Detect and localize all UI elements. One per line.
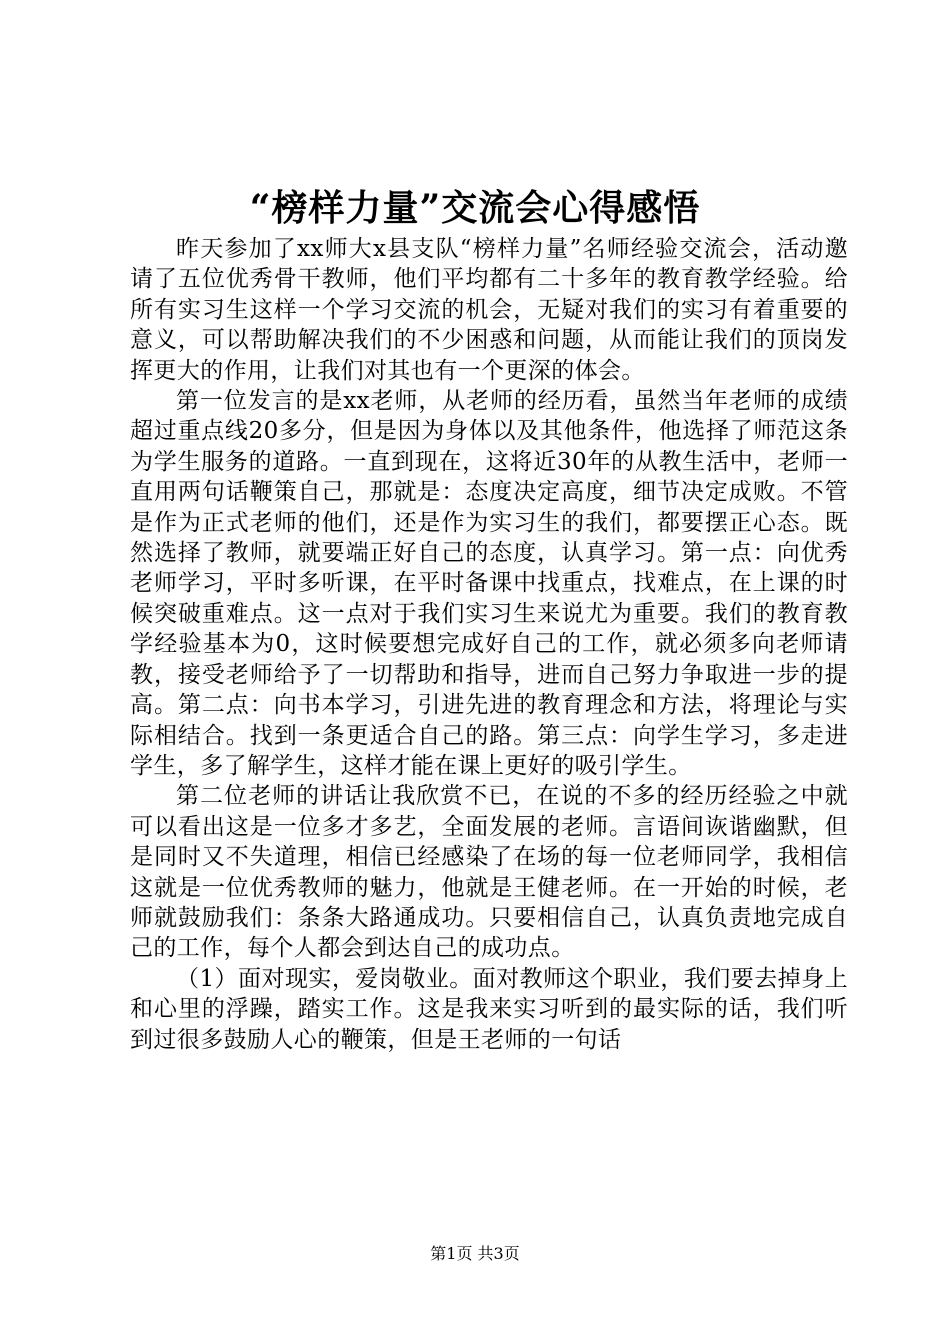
document-title: “榜样力量”交流会心得感悟 — [249, 187, 701, 229]
document-body — [130, 234, 848, 1055]
paragraph-4: （1）面对现实，爱岗敬业。面对教师这个职业，我们要去掉身上和心里的浮躁，踏实工作。这是我来实习听到的最实际的话，我们听到过很多鼓励人心的鞭策，但是王老师的一句话 — [130, 965, 848, 1053]
page-footer: 第1页 共3页 — [430, 1244, 520, 1263]
paragraph-3: 第二位老师的讲话让我欣赏不已，在说的不多的经历经验之中就可以看出这是一位多才多艺，全面发展的老师。言语间诙谐幽默，但是同时又不失道理，相信已经感染了在场的每一位老师同学，我相信这就是一位优秀教师的魅力，他就是王健老师。在一开始的时候，老师就鼓励我们：条条大路通成功。只要相信自己，认真负责地完成自己的工作，每个人都会到达自己的成功点。 — [130, 783, 848, 962]
paragraph-2: 第一位发言的是xx老师，从老师的经历看，虽然当年老师的成绩超过重点线20多分，但是因为身体以及其他条件，他选择了师范这条为学生服务的道路。一直到现在，这将近30年的从教生活中，老师一直用两句话鞭策自己，那就是：态度决定高度，细节决定成败。不管是作为正式老师的他们，还是作为实习生的我们，都要摆正心态。既然选择了教师，就要端正好自己的态度，认真学习。第一点：向优秀老师学习，平时多听课，在平时备课中找重点，找难点，在上课的时候突破重难点。这一点对于我们实习生来说尤为重要。我们的教育教学经验基本为0，这时候要想完成好自己的工作，就必须多向老师请教，接受老师给予了一切帮助和指导，进而自己努力争取进一步的提高。第二点：向书本学习，引进先进的教育理念和方法，将理论与实际相结合。找到一条更适合自己的路。第三点：向学生学习，多走进学生，多了解学生，这样才能在课上更好的吸引学生。 — [130, 388, 848, 779]
paragraph-1: 昨天参加了xx师大x县支队“榜样力量”名师经验交流会，活动邀请了五位优秀骨干教师，他们平均都有二十多年的教育教学经验。给所有实习生这样一个学习交流的机会，无疑对我们的实习有着重要的意义，可以帮助解决我们的不少困惑和问题，从而能让我们的顶岗发挥更大的作用，让我们对其也有一个更深的体会。 — [130, 236, 848, 384]
